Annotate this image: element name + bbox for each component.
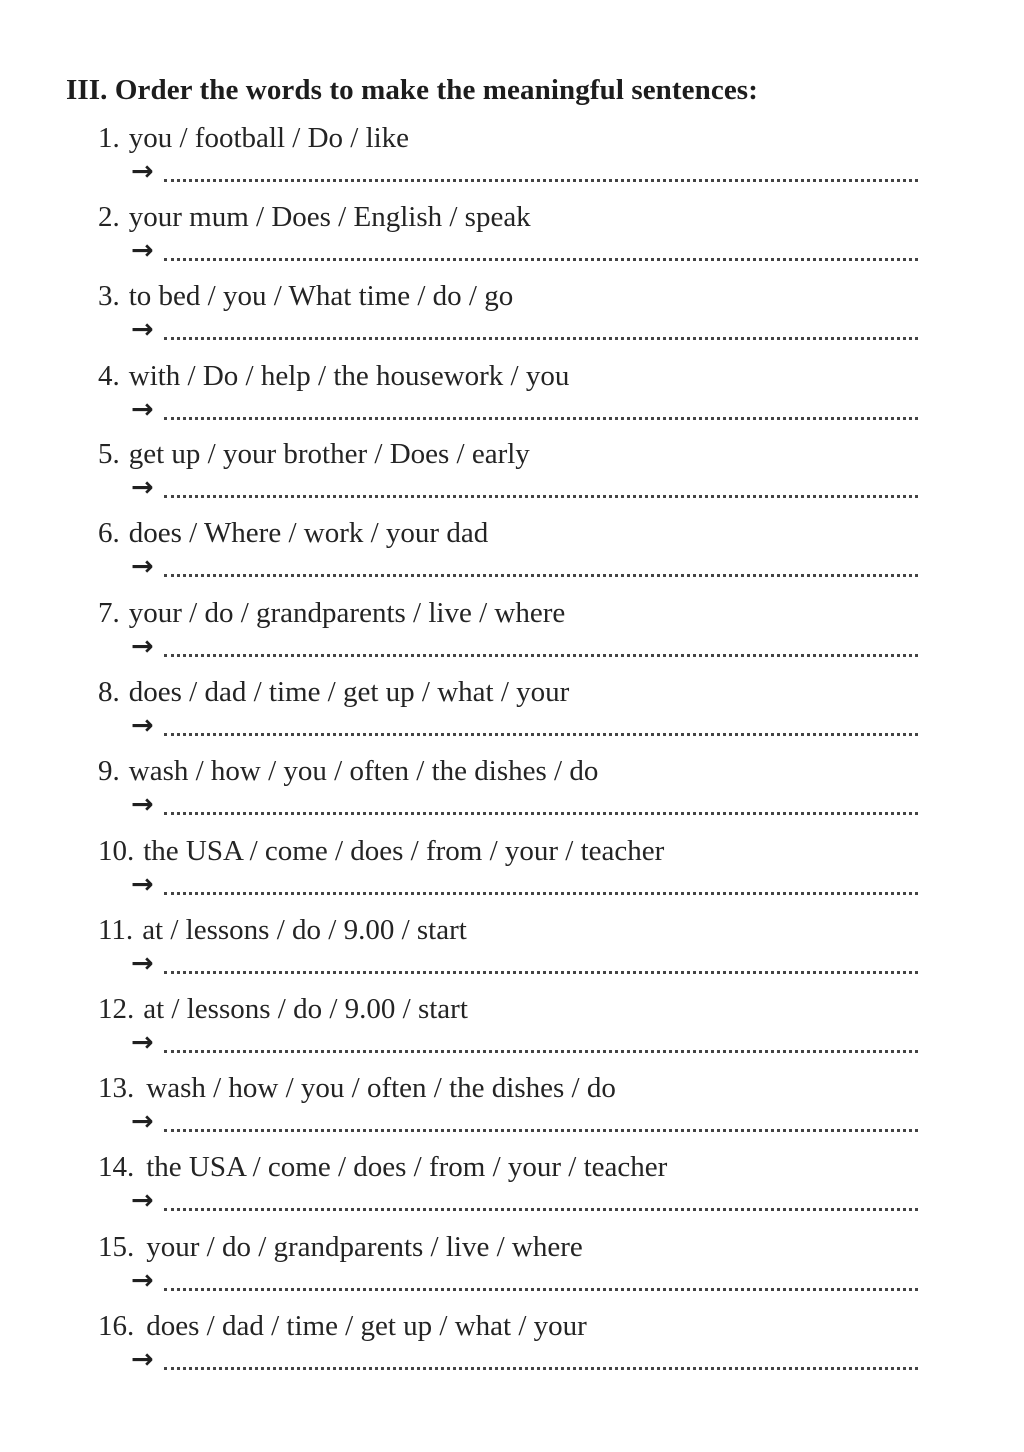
answer-line[interactable] [131, 867, 918, 903]
exercise-item-11 [0, 912, 1024, 991]
exercise-item-9 [0, 753, 1024, 832]
dotted-answer-blank[interactable] [164, 971, 918, 974]
dotted-answer-blank[interactable] [164, 179, 918, 182]
dotted-answer-blank[interactable] [164, 1050, 918, 1053]
word-prompt [98, 278, 513, 314]
answer-line[interactable] [131, 1025, 918, 1061]
arrow-icon: → [131, 1106, 154, 1137]
item-number: 7. [98, 597, 120, 629]
answer-line[interactable] [131, 1183, 918, 1219]
word-prompt [98, 199, 531, 235]
arrow-icon: → [131, 472, 154, 503]
item-number: 14. [98, 1151, 135, 1183]
exercise-item-14 [0, 1149, 1024, 1228]
word-prompt [98, 120, 409, 156]
arrow-icon: → [131, 631, 154, 662]
word-prompt [98, 753, 598, 789]
item-number: 3. [98, 280, 120, 312]
scrambled-words: with / Do / help / the housework / you [128, 360, 570, 392]
arrow-icon: → [131, 1027, 154, 1058]
exercise-item-4 [0, 358, 1024, 437]
word-prompt [98, 833, 664, 869]
scrambled-words: the USA / come / does / from / your / teacher [143, 835, 665, 867]
dotted-answer-blank[interactable] [164, 1288, 918, 1291]
word-prompt [98, 1149, 667, 1185]
arrow-icon: → [131, 1185, 154, 1216]
word-prompt [98, 674, 569, 710]
word-prompt [98, 991, 468, 1027]
scrambled-words: does / Where / work / your dad [128, 517, 489, 549]
item-number: 2. [98, 201, 120, 233]
exercise-item-16 [0, 1308, 1024, 1387]
scrambled-words: does / dad / time / get up / what / your [128, 676, 570, 708]
arrow-icon: → [131, 1344, 154, 1375]
item-number: 5. [98, 438, 120, 470]
dotted-answer-blank[interactable] [164, 733, 918, 736]
scrambled-words: at / lessons / do / 9.00 / start [142, 914, 467, 946]
scrambled-words: wash / how / you / often / the dishes / do [146, 1072, 616, 1104]
word-prompt [98, 912, 467, 948]
exercise-item-13 [0, 1070, 1024, 1149]
dotted-answer-blank[interactable] [164, 258, 918, 261]
item-number: 6. [98, 517, 120, 549]
arrow-icon: → [131, 551, 154, 582]
arrow-icon: → [131, 156, 154, 187]
word-prompt [98, 1308, 587, 1344]
item-number: 1. [98, 122, 120, 154]
dotted-answer-blank[interactable] [164, 812, 918, 815]
arrow-icon: → [131, 948, 154, 979]
item-number: 11. [98, 914, 134, 946]
answer-line[interactable] [131, 708, 918, 744]
answer-line[interactable] [131, 392, 918, 428]
exercise-item-10 [0, 833, 1024, 912]
dotted-answer-blank[interactable] [164, 495, 918, 498]
scrambled-words: does / dad / time / get up / what / your [146, 1310, 587, 1342]
word-prompt [98, 1070, 616, 1106]
word-prompt [98, 436, 530, 472]
scrambled-words: wash / how / you / often / the dishes / do [128, 755, 599, 787]
dotted-answer-blank[interactable] [164, 417, 918, 420]
answer-line[interactable] [131, 787, 918, 823]
arrow-icon: → [131, 789, 154, 820]
scrambled-words: you / football / Do / like [128, 122, 410, 154]
scrambled-words: to bed / you / What time / do / go [128, 280, 514, 312]
word-prompt [98, 515, 488, 551]
item-number: 9. [98, 755, 120, 787]
scrambled-words: the USA / come / does / from / your / teacher [146, 1151, 668, 1183]
dotted-answer-blank[interactable] [164, 1129, 918, 1132]
item-number: 8. [98, 676, 120, 708]
answer-line[interactable] [131, 470, 918, 506]
scrambled-words: your / do / grandparents / live / where [146, 1231, 583, 1263]
scrambled-words: your mum / Does / English / speak [128, 201, 531, 233]
section-heading: III. Order the words to make the meaningful sentences: [66, 74, 758, 106]
dotted-answer-blank[interactable] [164, 654, 918, 657]
answer-line[interactable] [131, 549, 918, 585]
arrow-icon: → [131, 710, 154, 741]
word-prompt [98, 595, 565, 631]
exercise-item-12 [0, 991, 1024, 1070]
exercise-item-2 [0, 199, 1024, 278]
scrambled-words: at / lessons / do / 9.00 / start [143, 993, 468, 1025]
item-number: 16. [98, 1310, 135, 1342]
item-number: 12. [98, 993, 135, 1025]
dotted-answer-blank[interactable] [164, 1367, 918, 1370]
arrow-icon: → [131, 394, 154, 425]
answer-line[interactable] [131, 154, 918, 190]
exercise-item-1 [0, 120, 1024, 199]
exercise-item-7 [0, 595, 1024, 674]
dotted-answer-blank[interactable] [164, 574, 918, 577]
arrow-icon: → [131, 1265, 154, 1296]
word-prompt [98, 358, 569, 394]
answer-line[interactable] [131, 629, 918, 665]
exercise-item-6 [0, 515, 1024, 594]
exercise-item-5 [0, 436, 1024, 515]
answer-line[interactable] [131, 233, 918, 269]
arrow-icon: → [131, 869, 154, 900]
arrow-icon: → [131, 235, 154, 266]
item-number: 13. [98, 1072, 135, 1104]
exercise-item-15 [0, 1229, 1024, 1308]
answer-line[interactable] [131, 1263, 918, 1299]
dotted-answer-blank[interactable] [164, 1208, 918, 1211]
exercise-item-3 [0, 278, 1024, 357]
exercise-item-8 [0, 674, 1024, 753]
answer-line[interactable] [131, 1342, 918, 1378]
answer-line[interactable] [131, 312, 918, 348]
item-number: 10. [98, 835, 135, 867]
item-number: 4. [98, 360, 120, 392]
word-prompt [98, 1229, 583, 1265]
dotted-answer-blank[interactable] [164, 892, 918, 895]
scrambled-words: your / do / grandparents / live / where [128, 597, 566, 629]
scrambled-words: get up / your brother / Does / early [128, 438, 530, 470]
arrow-icon: → [131, 314, 154, 345]
dotted-answer-blank[interactable] [164, 337, 918, 340]
item-number: 15. [98, 1231, 135, 1263]
answer-line[interactable] [131, 946, 918, 982]
answer-line[interactable] [131, 1104, 918, 1140]
